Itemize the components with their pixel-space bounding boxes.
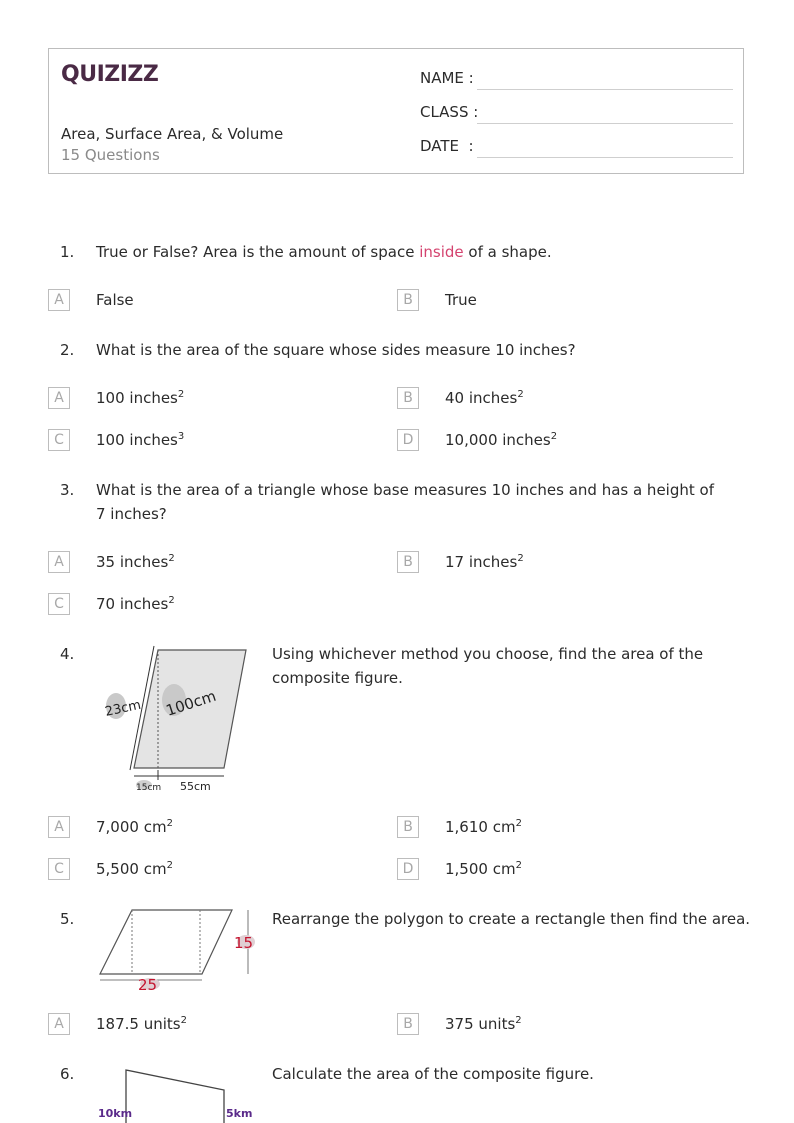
question-text: True or False? Area is the amount of space inside of a shape. — [96, 243, 552, 261]
option-text: 1,610 $cm^2$ — [445, 818, 522, 836]
question-number: 3. — [60, 481, 75, 499]
option-text: 10,000 inches$^2$ — [445, 431, 558, 449]
option-text: 375 units$^2$ — [445, 1015, 522, 1033]
class-line[interactable] — [477, 123, 733, 124]
question-number: 6. — [60, 1065, 75, 1083]
option-letter: C — [48, 858, 70, 880]
parallelogram-figure — [100, 644, 260, 794]
option-letter: B — [397, 289, 419, 311]
option-text: 187.5 units$^2$ — [96, 1015, 187, 1033]
question-text: Rearrange the polygon to create a rectangle then find the area. — [272, 910, 751, 928]
figure-label: 25 — [138, 976, 158, 992]
option-text: 35 inches$^2$ — [96, 553, 175, 571]
option-letter: A — [48, 1013, 70, 1035]
worksheet-header — [48, 48, 744, 174]
option-letter: B — [397, 387, 419, 409]
highlighted-word: inside — [419, 243, 464, 261]
option-letter: B — [397, 551, 419, 573]
quizizz-logo — [61, 59, 161, 93]
polygon-figure — [96, 904, 266, 992]
composite-figure — [96, 1064, 256, 1123]
option-letter: A — [48, 551, 70, 573]
option-text: 100 inches$^3$ — [96, 431, 185, 449]
question-text: Using whichever method you choose, find the area of the composite figure. — [272, 645, 704, 687]
option-letter: C — [48, 429, 70, 451]
figure-label: 10km — [98, 1107, 133, 1120]
name-label: NAME : — [420, 69, 474, 87]
question-count: 15 Questions — [61, 146, 160, 164]
name-line[interactable] — [477, 89, 733, 90]
question-number: 5. — [60, 910, 75, 928]
option-letter: A — [48, 289, 70, 311]
option-text: 5,500 $cm^2$ — [96, 860, 173, 878]
option-letter: C — [48, 593, 70, 615]
date-label: DATE : — [420, 137, 474, 155]
option-text: 1,500 $cm^2$ — [445, 860, 522, 878]
brand-text: QUIZIZZ — [61, 62, 159, 87]
figure-label: 23cm — [103, 697, 143, 720]
question-text: Calculate the area of the composite figure. — [272, 1065, 594, 1083]
option-letter: D — [397, 429, 419, 451]
option-letter: A — [48, 816, 70, 838]
option-text: 70 inches$^2$ — [96, 595, 175, 613]
class-label: CLASS : — [420, 103, 479, 121]
option-text: True — [445, 291, 477, 309]
figure-label: 15cm — [136, 783, 162, 793]
question-number: 2. — [60, 341, 75, 359]
option-text: 100 inches$^2$ — [96, 389, 185, 407]
question-3 — [0, 478, 794, 530]
worksheet-title: Area, Surface Area, & Volume — [61, 125, 284, 143]
date-line[interactable] — [477, 157, 733, 158]
option-letter: A — [48, 387, 70, 409]
option-text: False — [96, 291, 134, 309]
option-text: 17 inches$^2$ — [445, 553, 524, 571]
figure-label: 15 — [234, 934, 254, 952]
figure-label: 5km — [226, 1107, 253, 1120]
question-number: 1. — [60, 243, 75, 261]
option-text: 40 inches$^2$ — [445, 389, 524, 407]
option-letter: D — [397, 858, 419, 880]
figure-label: 100cm — [163, 686, 219, 720]
option-letter: B — [397, 1013, 419, 1035]
option-letter: B — [397, 816, 419, 838]
question-number: 4. — [60, 645, 75, 663]
question-text: What is the area of the square whose sides measure 10 inches? — [96, 341, 576, 359]
option-text: 7,000 $cm^2$ — [96, 818, 173, 836]
question-text: What is the area of a triangle whose base measures 10 inches and has a height of 7 inches? — [96, 481, 714, 523]
figure-label: 55cm — [180, 780, 211, 793]
